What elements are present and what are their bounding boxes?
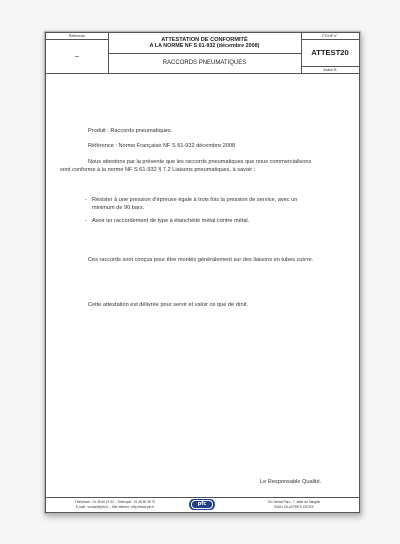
document-subject: RACCORDS PNEUMATIQUES xyxy=(162,60,247,66)
phone-fax-line: Téléphone : 01 48 60 15 32 – Télécopie : 01 48 60 28 70 xyxy=(74,500,156,504)
address-line-1: ZA Central Parc - 7, allée du Sanglier xyxy=(267,500,321,504)
contact-info xyxy=(50,500,180,509)
fiche-label: FICHE n° xyxy=(301,34,359,40)
company-logo xyxy=(189,499,215,510)
address-line-2: 93421 VILLEPINTE CEDEX xyxy=(274,504,314,509)
usage-paragraph: Ces raccords sont conçus pour être montés généralement sur des liaisons en tubes cuivre. xyxy=(88,257,314,263)
document-footer xyxy=(46,497,359,512)
document-page xyxy=(44,31,361,514)
signature-line: Le Responsable Qualité. xyxy=(260,479,322,485)
title-cell xyxy=(108,33,302,73)
bullet-dash: - xyxy=(85,197,87,203)
fiche-cell xyxy=(301,33,359,73)
reference-value: – xyxy=(75,53,79,60)
page-frame xyxy=(45,32,360,513)
reference-line: Référence : Norme Française NF S 61-932 décembre 2008 xyxy=(88,143,236,149)
reference-cell xyxy=(46,33,109,73)
email-web-line: E-mail : contact@pfc.fr – Site internet : http://www.pfc.fr xyxy=(75,504,155,509)
list-item xyxy=(85,217,300,225)
indice-label: Indice B xyxy=(301,66,359,74)
reference-label: Référence xyxy=(46,34,108,40)
title-divider xyxy=(108,53,301,54)
list-item-text: Résister à une pression d'épreuve égale à trois fois la pression de service, avec un minimum de 90 bars. xyxy=(92,197,298,212)
document-subtitle: A LA NORME NF S 61-932 (décembre 2008) xyxy=(149,43,260,49)
list-item xyxy=(85,196,300,213)
produit-line: Produit : Raccords pneumatiques. xyxy=(88,128,173,134)
logo-text: pfc xyxy=(191,500,213,509)
list-item-text: Avoir un raccordement de type à étanchéité métal contre métal. xyxy=(92,218,250,224)
address-info xyxy=(235,500,353,509)
document-header xyxy=(46,33,359,74)
bullet-dash: - xyxy=(85,218,87,224)
fiche-code: ATTEST20 xyxy=(311,48,349,57)
closing-paragraph: Cette attestation est délivrée pour servir et valoir ce que de droit. xyxy=(88,302,249,308)
document-title: ATTESTATION DE CONFORMITÉ xyxy=(161,37,248,43)
attestation-paragraph: Nous attestons par la présente que les raccords pneumatiques que nous commercialisons sont conforme à la norme NF S 61-932 § 7.2 Liaisons pneumatiques, à savoir : xyxy=(60,159,312,174)
